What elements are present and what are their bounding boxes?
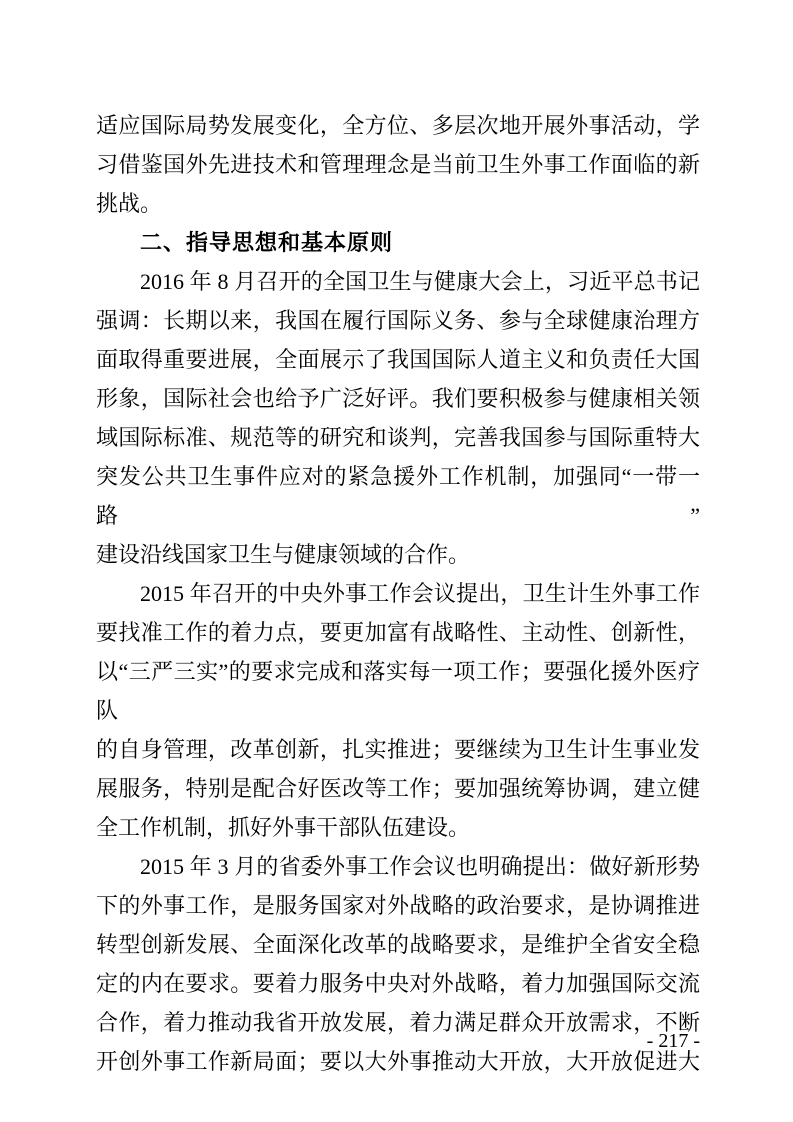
text-line: 2016 年 8 月召开的全国卫生与健康大会上，习近平总书记 <box>140 269 700 294</box>
text-line: 合作，着力推动我省开放发展，着力满足群众开放需求，不断 <box>96 1010 700 1035</box>
text-line: 域国际标准、规范等的研究和谈判，完善我国参与国际重特大 <box>96 425 700 450</box>
text-line: 的自身管理，改革创新，扎实推进；要继续为卫生计生事业发 <box>96 737 700 762</box>
paragraph <box>96 574 700 847</box>
paragraph <box>96 262 700 574</box>
text-line: 全工作机制，抓好外事干部队伍建设。 <box>96 815 471 840</box>
text-line: 突发公共卫生事件应对的紧急援外工作机制，加强同“一带一路” <box>96 464 700 528</box>
page-number: - 217 - <box>646 1030 700 1052</box>
text-line: 开创外事工作新局面；要以大外事推动大开放，大开放促进大 <box>96 1049 700 1074</box>
text-line: 展服务，特别是配合好医改等工作；要加强统筹协调，建立健 <box>96 776 700 801</box>
paragraph-continued <box>96 106 700 223</box>
paragraph <box>96 847 700 1081</box>
text-line: 强调：长期以来，我国在履行国际义务、参与全球健康治理方 <box>96 308 700 333</box>
text-line: 要找准工作的着力点，要更加富有战略性、主动性、创新性， <box>96 620 700 645</box>
text-line: 挑战。 <box>96 191 163 216</box>
text-line: 建设沿线国家卫生与健康领域的合作。 <box>96 542 471 567</box>
text-line: 转型创新发展、全面深化改革的战略要求，是维护全省安全稳 <box>96 932 700 957</box>
text-line: 2015 年 3 月的省委外事工作会议也明确提出：做好新形势 <box>140 854 700 879</box>
text-line: 形象，国际社会也给予广泛好评。我们要积极参与健康相关领 <box>96 386 700 411</box>
text-line: 下的外事工作，是服务国家对外战略的政治要求，是协调推进 <box>96 893 700 918</box>
text-line: 习借鉴国外先进技术和管理理念是当前卫生外事工作面临的新 <box>96 152 700 177</box>
text-line: 面取得重要进展，全面展示了我国国际人道主义和负责任大国 <box>96 347 700 372</box>
text-line: 定的内在要求。要着力服务中央对外战略，着力加强国际交流 <box>96 971 700 996</box>
document-body <box>96 106 700 1081</box>
text-line: 以“三严三实”的要求完成和落实每一项工作；要强化援外医疗队 <box>96 659 700 723</box>
text-line: 2015 年召开的中央外事工作会议提出，卫生计生外事工作 <box>140 581 700 606</box>
text-line: 适应国际局势发展变化，全方位、多层次地开展外事活动，学 <box>96 113 700 138</box>
section-heading: 二、指导思想和基本原则 <box>140 230 394 255</box>
section <box>96 223 700 262</box>
